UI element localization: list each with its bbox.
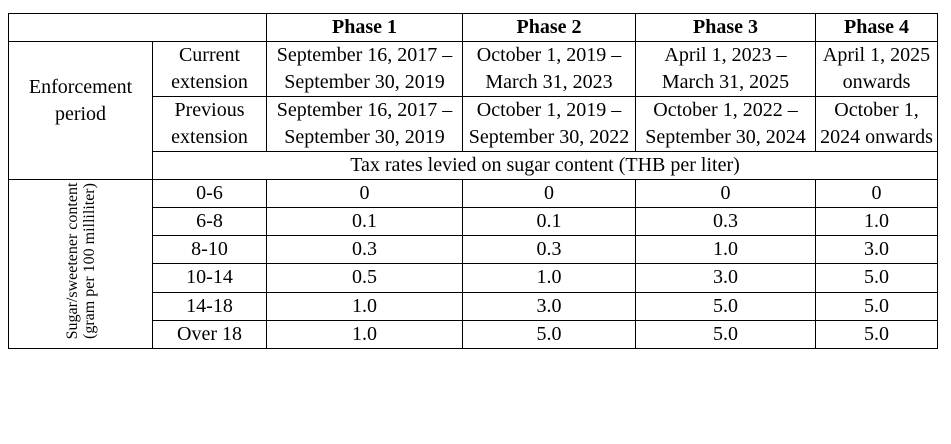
rate-2-2: 0.3 <box>463 236 636 264</box>
sugar-content-label <box>9 180 153 349</box>
header-phase-3: Phase 3 <box>636 14 816 42</box>
previous-phase-4: October 1, 2024 onwards <box>816 97 938 152</box>
rate-1-4: 1.0 <box>816 208 938 236</box>
rate-5-4: 5.0 <box>816 320 938 348</box>
current-phase-4: April 1, 2025 onwards <box>816 42 938 97</box>
rate-4-4: 5.0 <box>816 292 938 320</box>
previous-extension-label: Previous extension <box>153 97 267 152</box>
rate-2-4: 3.0 <box>816 236 938 264</box>
rate-0-3: 0 <box>636 180 816 208</box>
current-extension-label: Current extension <box>153 42 267 97</box>
range-0: 0-6 <box>153 180 267 208</box>
rate-5-1: 1.0 <box>267 320 463 348</box>
rate-3-3: 3.0 <box>636 264 816 292</box>
rate-4-2: 3.0 <box>463 292 636 320</box>
rate-0-4: 0 <box>816 180 938 208</box>
previous-phase-2: October 1, 2019 – September 30, 2022 <box>463 97 636 152</box>
rate-2-1: 0.3 <box>267 236 463 264</box>
rate-1-2: 0.1 <box>463 208 636 236</box>
header-phase-1: Phase 1 <box>267 14 463 42</box>
range-4: 14-18 <box>153 292 267 320</box>
rate-2-3: 1.0 <box>636 236 816 264</box>
rate-5-3: 5.0 <box>636 320 816 348</box>
rate-0-1: 0 <box>267 180 463 208</box>
rate-3-4: 5.0 <box>816 264 938 292</box>
header-blank <box>9 14 267 42</box>
rate-4-1: 1.0 <box>267 292 463 320</box>
rate-4-3: 5.0 <box>636 292 816 320</box>
rate-0-2: 0 <box>463 180 636 208</box>
rate-3-1: 0.5 <box>267 264 463 292</box>
range-1: 6-8 <box>153 208 267 236</box>
range-3: 10-14 <box>153 264 267 292</box>
rate-3-2: 1.0 <box>463 264 636 292</box>
current-phase-1: September 16, 2017 – September 30, 2019 <box>267 42 463 97</box>
enforcement-period-label: Enforcement period <box>9 42 153 180</box>
range-5: Over 18 <box>153 320 267 348</box>
rate-5-2: 5.0 <box>463 320 636 348</box>
header-phase-2: Phase 2 <box>463 14 636 42</box>
previous-phase-3: October 1, 2022 – September 30, 2024 <box>636 97 816 152</box>
sugar-tax-table <box>8 13 938 349</box>
tax-rate-caption: Tax rates levied on sugar content (THB per liter) <box>153 152 938 180</box>
sugar-content-label-text: Sugar/sweetener content (gram per 100 milliliter) <box>64 182 98 340</box>
range-2: 8-10 <box>153 236 267 264</box>
current-phase-2: October 1, 2019 – March 31, 2023 <box>463 42 636 97</box>
rate-1-1: 0.1 <box>267 208 463 236</box>
rate-1-3: 0.3 <box>636 208 816 236</box>
header-phase-4: Phase 4 <box>816 14 938 42</box>
previous-phase-1: September 16, 2017 – September 30, 2019 <box>267 97 463 152</box>
current-phase-3: April 1, 2023 – March 31, 2025 <box>636 42 816 97</box>
